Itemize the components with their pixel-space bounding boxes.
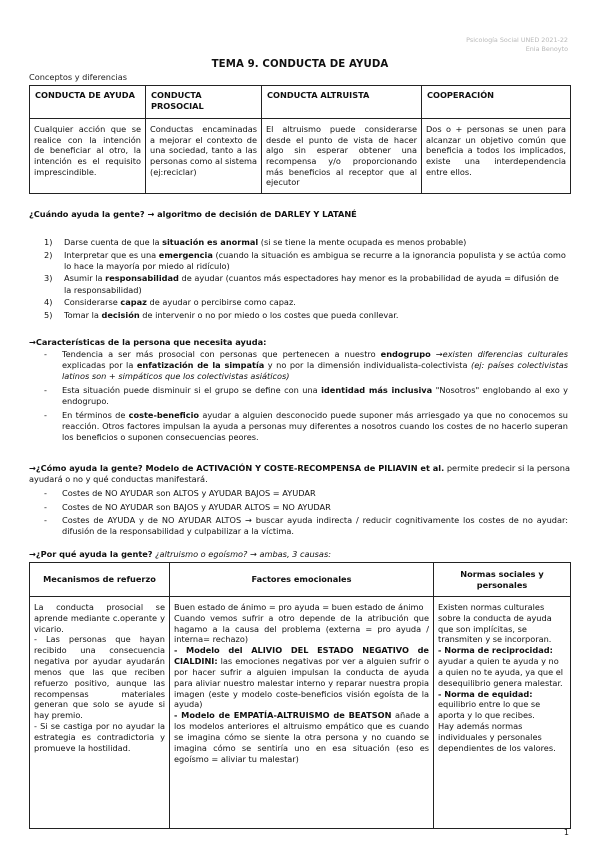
table-cell-norms	[434, 597, 571, 829]
item-keyword: coste-beneficio	[128, 409, 200, 420]
reasons-table	[29, 562, 571, 829]
norm-name: - Norma de reciprocidad:	[438, 645, 553, 656]
step-keyword: situación es anormal	[162, 237, 259, 247]
item-text: y no por la dimensión individualista-colectivista	[264, 360, 472, 371]
dash-bullet: -	[44, 349, 47, 359]
item-italic: (ej: países colectivistas latinos son + simpáticos que los colectivistas asiáticos)	[62, 360, 569, 382]
step-text: de ayudar (cuantos más espectadores hay menor es la probabilidad de ayuda = difusión de la responsabilidad)	[64, 273, 559, 295]
cell-paragraph: - Las personas que hayan recibido una consecuencia negativa por ayudar ayudarán menos que las que reciben refuerzo positivo, aunque las recompensas materiales generan que solo se ayude si hay premio.	[34, 634, 165, 721]
page-header	[466, 36, 568, 54]
item-text: Costes de NO AYUDAR son BAJOS y AYUDAR ALTOS = NO AYUDAR	[62, 501, 331, 512]
step-text: Tomar la	[64, 309, 102, 320]
item-italic: →existen diferencias culturales	[430, 349, 568, 359]
model-name: - Modelo de EMPATÍA-ALTRUISMO de BEATSON	[174, 710, 392, 721]
step-keyword: capaz	[120, 297, 147, 308]
table-header-cell: Normas sociales y personales	[434, 563, 571, 597]
section-heading-characteristics: →Características de la persona que necesita ayuda:	[29, 337, 267, 347]
norm-text: equilibrio entre lo que se aporta y lo que recibes.	[438, 699, 541, 721]
page-title: TEMA 9. CONDUCTA DE AYUDA	[211, 59, 389, 70]
costs-list	[44, 488, 568, 540]
item-text: Costes de NO AYUDAR son ALTOS y AYUDAR BAJOS = AYUDAR	[62, 488, 316, 498]
item-text: Esta situación puede disminuir si el grupo se define con una	[62, 384, 322, 395]
list-number: 4)	[44, 297, 53, 308]
page-number: 1	[563, 828, 569, 837]
step-text: de ayudar o percibirse como capaz.	[146, 297, 296, 308]
step-keyword: decisión	[101, 309, 140, 320]
table-cell-emotional	[170, 597, 434, 829]
step-text: de intervenir o no por miedo o los costes que pueda conllevar.	[139, 309, 399, 320]
list-number: 1)	[44, 237, 53, 247]
model-name: - Modelo del ALIVIO DEL ESTADO NEGATIVO de CIALDINI:	[174, 645, 429, 667]
heading-text: permite predecir si la persona ayudará o no y qué conductas manifestará.	[29, 463, 570, 485]
dash-bullet: -	[44, 501, 47, 512]
item-text: explicadas por la	[62, 360, 137, 371]
norm-text: ayudar a quien te ayuda y no a quien no te ayuda, ya que el desequilibrio genera malestar.	[438, 656, 564, 688]
list-number: 5)	[44, 309, 53, 320]
list-item	[44, 502, 568, 513]
item-text: Tendencia a ser más prosocial con personas que pertenecen a nuestro	[62, 349, 381, 359]
table-header-row	[30, 563, 571, 597]
cell-paragraph: La conducta prosocial se aprende mediante c.operante y vicario.	[34, 602, 165, 634]
item-keyword: identidad más inclusiva	[321, 384, 433, 395]
list-item	[44, 410, 568, 443]
item-text: "Nosotros" englobando al exo y endogrupo.	[62, 384, 569, 407]
table-cell: El altruismo puede considerarse desde el punto de vista de hacer algo sin esperar obtener una recompensa y/o proporcionando más beneficios al receptor que al ejecutor	[262, 119, 422, 194]
step-text: Darse cuenta de que la	[64, 237, 163, 247]
model-text: las emociones negativas por ver a alguien sufrir o por hacer sufrir a alguien impulsan la conducta de ayuda para aliviar nuestro malestar interno y reparar nuestra propia imagen (este y modelo coste-beneficios visión egoísta de la ayuda)	[174, 656, 429, 710]
dash-bullet: -	[44, 515, 47, 526]
item-keyword: enfatización de la simpatía	[136, 360, 265, 371]
cell-paragraph	[174, 645, 429, 710]
cell-paragraph: Hay además normas individuales y personales dependientes de los valores.	[438, 721, 556, 753]
cell-paragraph: Existen normas culturales sobre la conducta de ayuda que son implícitas, se transmiten y se incorporan.	[438, 602, 552, 645]
course-label: Psicología Social UNED 2021-22	[466, 36, 568, 44]
list-item	[44, 515, 568, 537]
list-item	[44, 385, 568, 407]
dash-bullet: -	[44, 488, 47, 498]
model-text: añade a los modelos anteriores el altruismo empático que es cuando se imagina cómo se siente la otra persona y no cuando se imagina cómo se sentiría uno en esa situación (eso es egoísmo = aliviar tu malestar)	[174, 710, 430, 764]
cell-paragraph: - Si se castiga por no ayudar la estrategia es contradictoria y promueve la hostilidad.	[34, 721, 165, 753]
table-header-cell: CONDUCTA PROSOCIAL	[146, 86, 262, 119]
section-subtitle: Conceptos y diferencias	[29, 72, 128, 82]
characteristics-list	[44, 349, 568, 446]
heading-italic: ¿altruismo o egoísmo? → ambas, 3 causas:	[152, 549, 331, 559]
table-row	[30, 119, 571, 194]
step-text: Interpretar que es una	[64, 249, 159, 260]
table-header-cell: Mecanismos de refuerzo	[30, 563, 170, 597]
step-text: (si se tiene la mente ocupada es menos probable)	[258, 237, 467, 247]
step-text: Asumir la	[64, 273, 106, 284]
step-keyword: emergencia	[158, 249, 213, 260]
step-text: Considerarse	[64, 297, 121, 308]
list-item	[44, 250, 566, 272]
step-keyword: responsabilidad	[105, 273, 179, 284]
list-item	[44, 488, 568, 499]
dash-bullet: -	[44, 384, 47, 395]
table-cell: Conductas encaminadas a mejorar el contexto de una sociedad, tanto a las personas como al sistema (ej:reciclar)	[146, 119, 262, 194]
table-cell-reinforcement	[30, 597, 170, 829]
cell-paragraph	[438, 689, 566, 721]
list-item	[44, 349, 568, 382]
cell-paragraph: Buen estado de ánimo = pro ayuda = buen estado de ánimo	[174, 602, 424, 612]
table-cell: Dos o + personas se unen para alcanzar un objetivo común que beneficia a todos los implicados, existe una interdependencia entre ellos.	[422, 119, 571, 194]
table-row	[30, 597, 571, 829]
list-number: 3)	[44, 273, 53, 284]
norm-name: - Norma de equidad:	[438, 688, 533, 699]
list-item	[44, 297, 566, 308]
section-heading-how	[29, 463, 570, 485]
cell-paragraph	[174, 710, 429, 764]
table-cell: Cualquier acción que se realice con la intención de beneficiar al otro, la intención es el requisito imprescindible.	[30, 119, 146, 194]
decision-steps-list	[44, 237, 566, 323]
section-heading-when: ¿Cuándo ayuda la gente? → algoritmo de decisión de DARLEY Y LATANÉ	[29, 209, 357, 219]
cell-paragraph	[438, 645, 566, 688]
table-header-row	[30, 86, 571, 119]
item-keyword: endogrupo	[380, 349, 431, 359]
cell-paragraph: Cuando vemos sufrir a otro depende de la atribución que hagamo a la causa del problema (externa = pro ayuda / interna= rechazo)	[174, 612, 429, 645]
dash-bullet: -	[44, 409, 47, 420]
item-text: Costes de AYUDA y de NO AYUDAR ALTOS → buscar ayuda indirecta / reducir cognitivamente los costes de no ayudar: difusión de la responsabilidad y culpabilizar a la víctima.	[62, 515, 568, 537]
table-header-cell: COOPERACIÓN	[422, 86, 571, 119]
author-label: Enia Benoyto	[525, 44, 568, 53]
table-header-cell: CONDUCTA DE AYUDA	[30, 86, 146, 119]
list-item	[44, 273, 566, 295]
list-item	[44, 310, 566, 321]
list-number: 2)	[44, 249, 53, 260]
concepts-table	[29, 85, 571, 194]
table-header-cell: CONDUCTA ALTRUISTA	[262, 86, 422, 119]
list-item	[44, 237, 566, 248]
step-text: (cuando la situación es ambigua se recurre a la ignorancia populista y se actúa como lo hace la mayoría por miedo al ridículo)	[64, 249, 566, 271]
section-heading-why	[29, 549, 570, 560]
heading-bold: →¿Por qué ayuda la gente?	[29, 549, 153, 559]
item-text: En términos de	[62, 409, 129, 420]
table-header-cell: Factores emocionales	[170, 563, 434, 597]
item-text: ayudar a alguien desconocido puede suponer más arriesgado ya que no conocemos su reacción. Otros factores impulsan la ayuda a personas muy diferentes a nosotros cuando los costes de no hacerlo superan los beneficios o suponen consecuencias peores.	[62, 409, 568, 443]
heading-bold: →¿Cómo ayuda la gente? Modelo de ACTIVACIÓN Y COSTE-RECOMPENSA de PILIAVIN et al.	[29, 463, 445, 473]
